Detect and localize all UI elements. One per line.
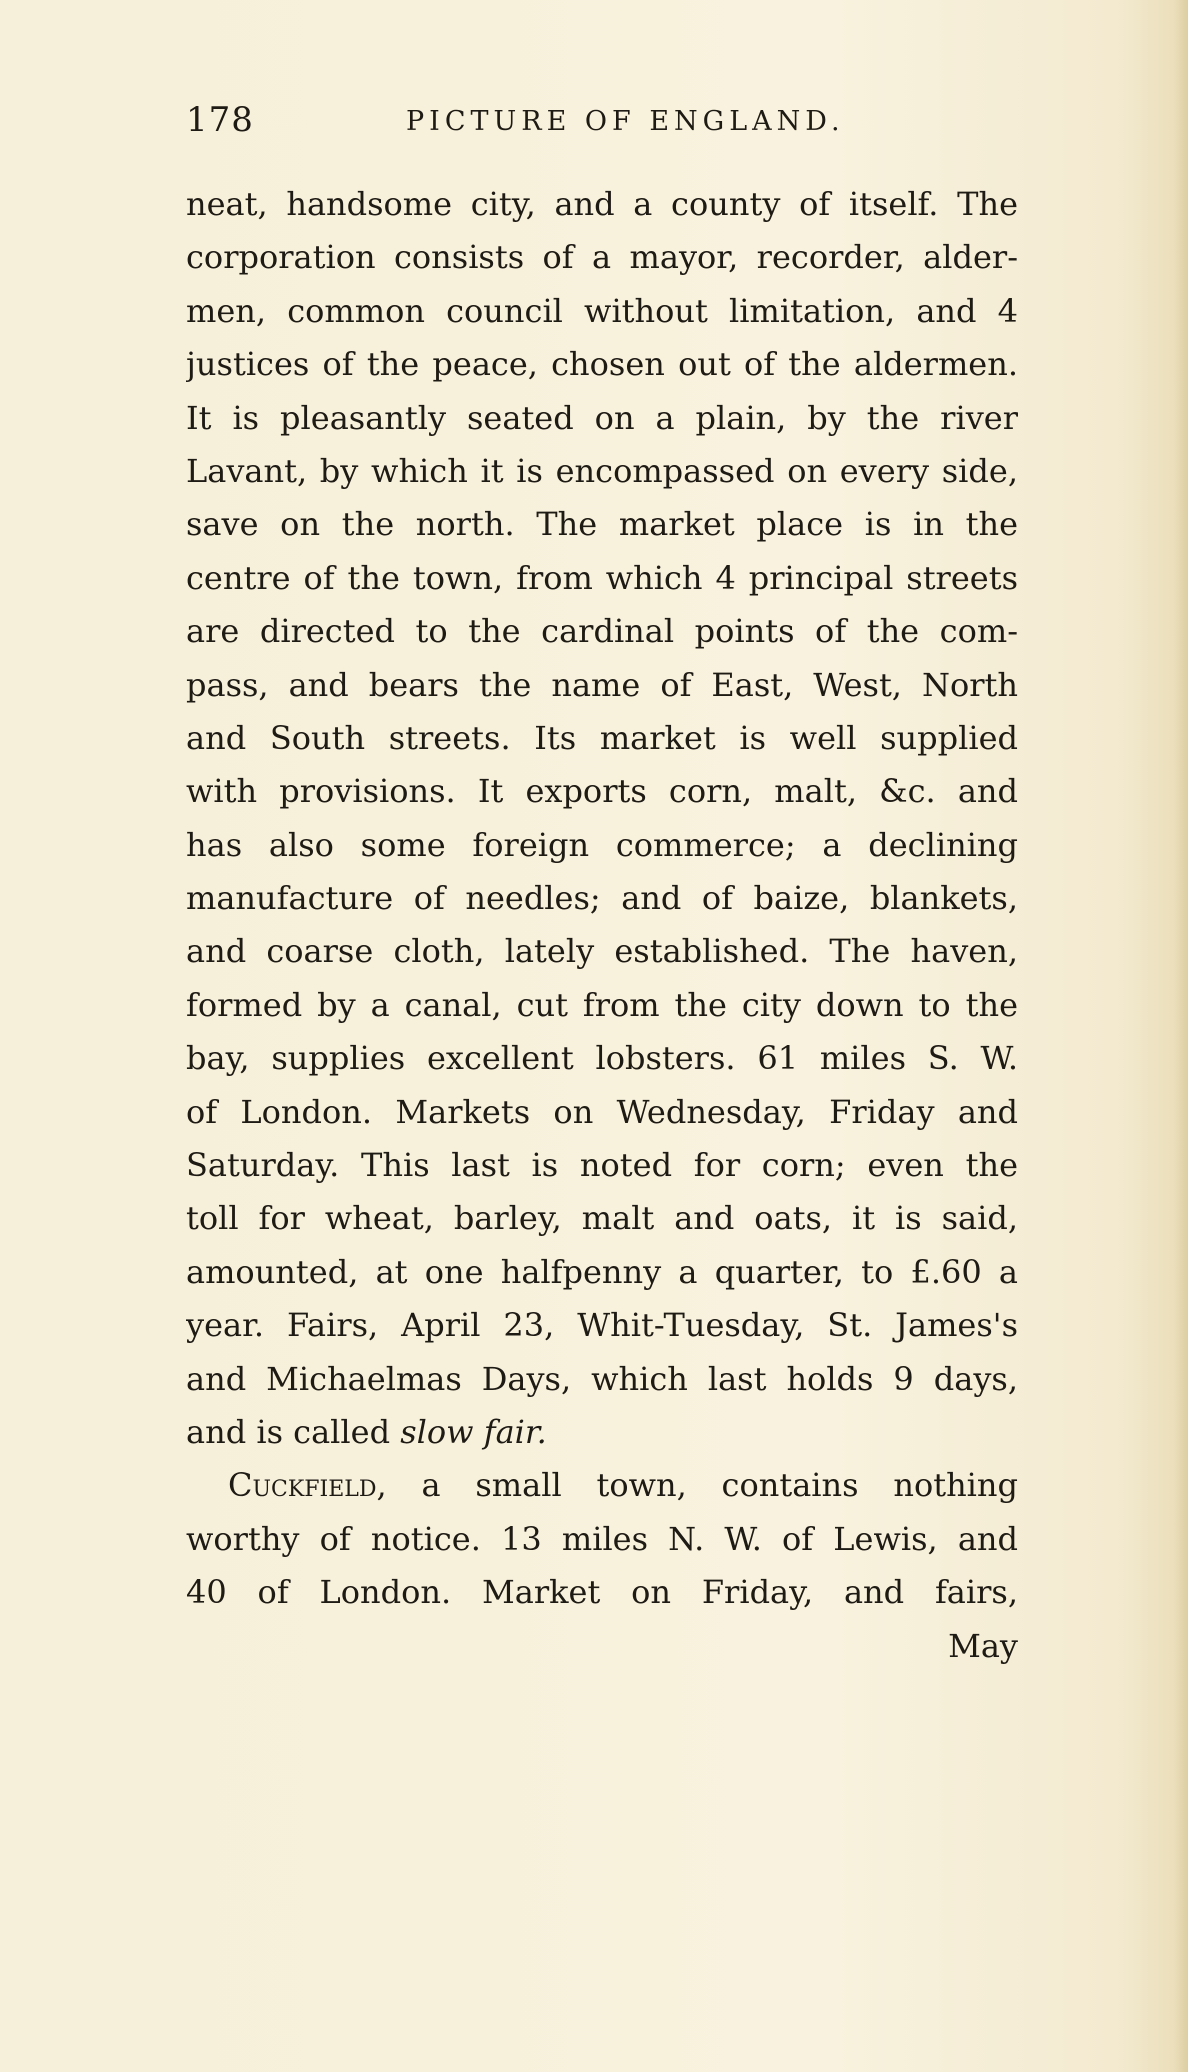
page-header	[186, 100, 1006, 150]
text-line: justices of the peace, chosen out of the aldermen.	[186, 345, 1018, 384]
text-line: pass, and bears the name of East, West, North	[186, 665, 1018, 704]
text-line: Saturday. This last is noted for corn; even the	[186, 1146, 1018, 1185]
text-line: men, common council without limitation, and 4	[186, 291, 1018, 330]
text-line: with provisions. It exports corn, malt, &c. and	[186, 772, 1018, 811]
text-line-paragraph-start	[186, 1459, 1018, 1512]
text-line: and Michaelmas Days, which last holds 9 days,	[186, 1359, 1018, 1398]
text-line: and South streets. Its market is well supplied	[186, 718, 1018, 757]
text-line: bay, supplies excellent lobsters. 61 miles S. W.	[186, 1039, 1018, 1078]
page-edge-shadow	[1174, 0, 1188, 2072]
running-title: PICTURE OF ENGLAND.	[406, 106, 845, 137]
text-fragment: a small town, contains nothing	[386, 1466, 1018, 1505]
text-line: has also some foreign commerce; a declining	[186, 825, 1018, 864]
text-line: corporation consists of a mayor, recorder, alder-	[186, 238, 1018, 277]
text-line: centre of the town, from which 4 principal streets	[186, 558, 1018, 597]
text-line: worthy of notice. 13 miles N. W. of Lewis, and	[186, 1519, 1018, 1558]
text-line: formed by a canal, cut from the city down to the	[186, 985, 1018, 1024]
text-line: manufacture of needles; and of baize, blankets,	[186, 879, 1018, 918]
text-line: are directed to the cardinal points of the com-	[186, 612, 1018, 651]
text-line: neat, handsome city, and a county of itself. The	[186, 185, 1018, 223]
body-text	[186, 178, 1018, 1673]
text-line: It is pleasantly seated on a plain, by the river	[186, 398, 1018, 437]
text-line: Lavant, by which it is encompassed on every side,	[186, 451, 1018, 490]
page-number: 178	[186, 100, 254, 140]
catchword: May	[948, 1626, 1018, 1665]
place-name: Cuckfield,	[228, 1466, 387, 1505]
text-line: of London. Markets on Wednesday, Friday and	[186, 1092, 1018, 1131]
italic-term: slow fair.	[400, 1412, 547, 1451]
text-line: toll for wheat, barley, malt and oats, it is said,	[186, 1199, 1018, 1238]
text-line: amounted, at one halfpenny a quarter, to £.60 a	[186, 1252, 1018, 1291]
text-line: 40 of London. Market on Friday, and fairs,	[186, 1573, 1018, 1612]
text-line: and coarse cloth, lately established. The haven,	[186, 932, 1018, 971]
text-line: year. Fairs, April 23, Whit-Tuesday, St. James's	[186, 1306, 1018, 1345]
text-fragment: and is called	[186, 1412, 401, 1451]
text-line-paragraph-end	[186, 1406, 1018, 1459]
text-line: save on the north. The market place is in the	[186, 505, 1018, 544]
